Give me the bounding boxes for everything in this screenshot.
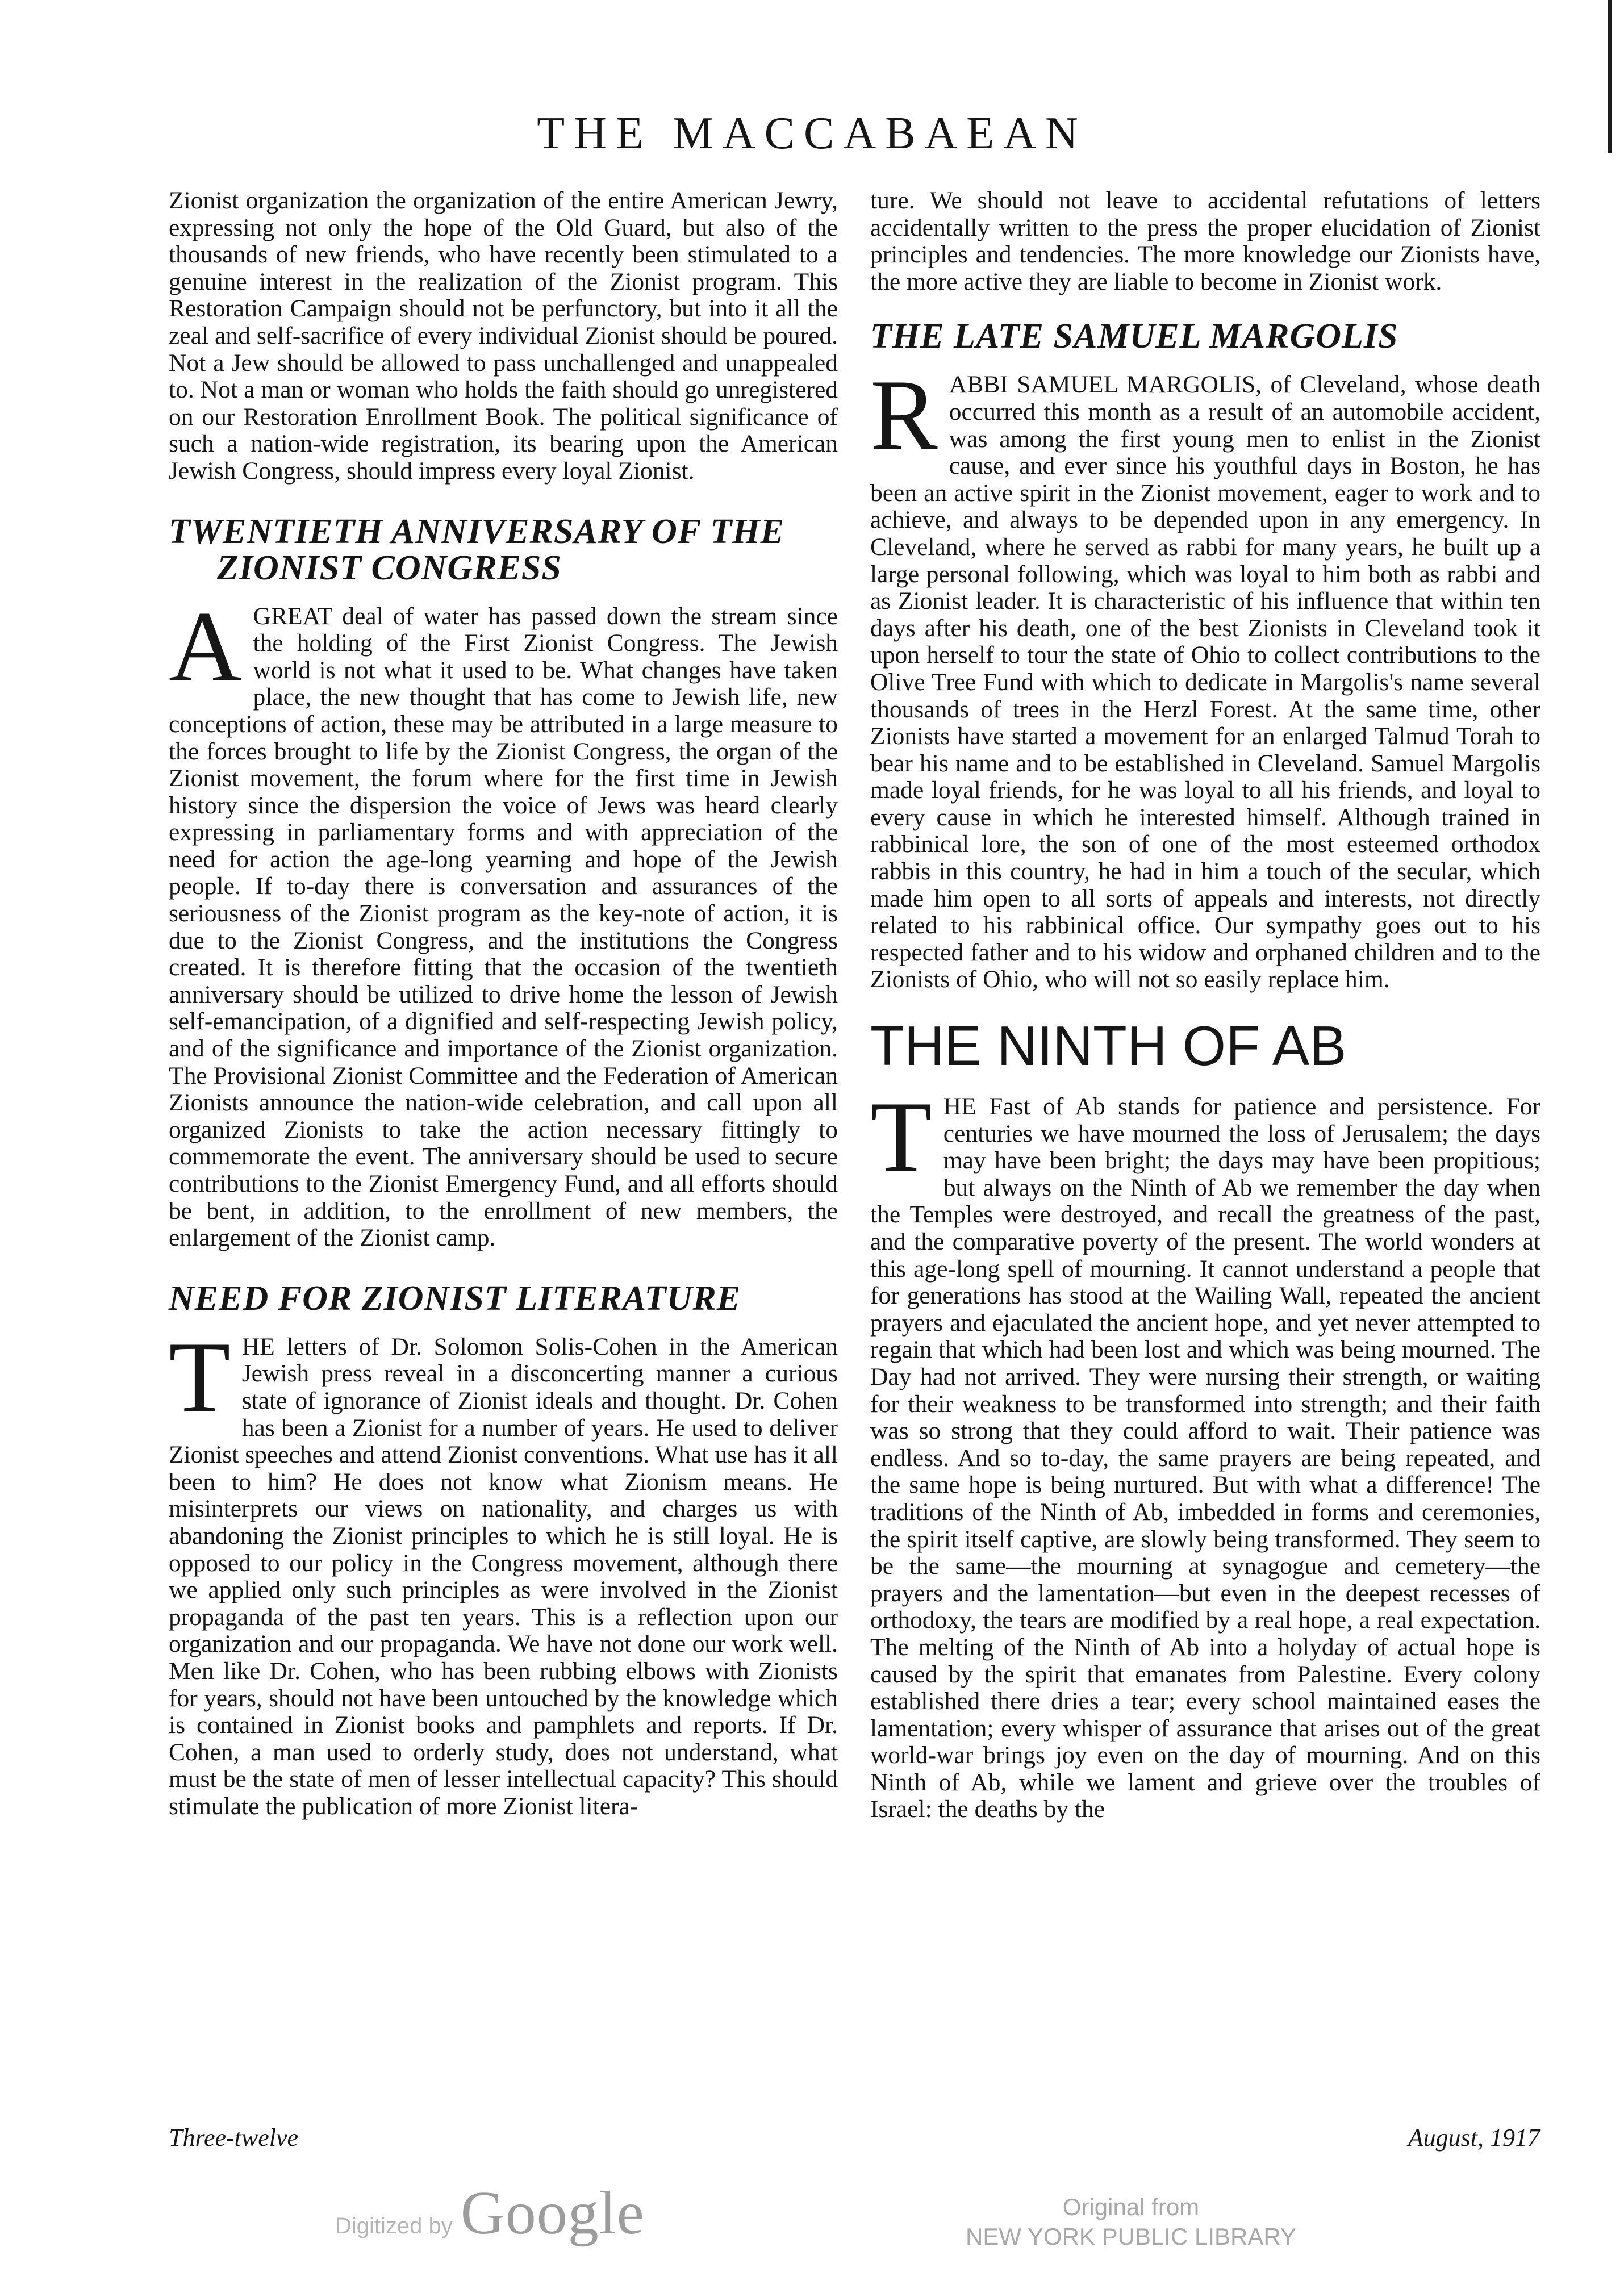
literature-dropcap: T <box>169 1320 231 1433</box>
library-name: NEW YORK PUBLIC LIBRARY <box>966 2223 1296 2250</box>
literature-continuation: ture. We should not leave to accidental refutations of letters accidentally written to the press the proper elucidation of Zionist principles and tendencies. The more knowledge our Zionists have, the more active they are liable to become in Zionist work. <box>870 187 1540 295</box>
margolis-dropcap: R <box>870 358 938 471</box>
ninth-of-ab-body: HE Fast of Ab stands for patience and persistence. For centuries we have mourned the loss of Jerusalem; the days may have been bright; the days may have been propitious; but always on the Ninth of Ab we remember the day when the Temples were destroyed, and recall the greatness of the past, and the comparative poverty of the present. The world wonders at this age-long spell of mourning. It cannot understand a people that for generations has stood at the Wailing Wall, repeated the ancient prayers and ejaculated the ancient hope, and yet never attempted to regain that which had been lost and which was being mourned. The Day had not arrived. They were nursing their strength, or waiting for their weakness to be transformed into strength; and their faith was so strong that they could afford to wait. Their patience was endless. And so to-day, the same prayers are being repeated, and the same hope is being nurtured. But with what a difference! The traditions of the Ninth of Ab, imbedded in forms and ceremonies, the spirit itself captive, are slowly being transformed. They seem to be the same—the mourning at synagogue and cemetery—the prayers and the lamentation—but even in the deepest recesses of orthodoxy, the tears are modified by a real hope, a real expectation. The melting of the Ninth of Ab into a holyday of actual hope is caused by the spirit that emanates from Palestine. Every colony established there dries a tear; every school maintained eases the lamentation; every whisper of assurance that arises out of the great world-war brings joy even on the day of mourning. And on this Ninth of Ab, while we lament and grieve over the troubles of Israel: the deaths by the <box>870 1093 1540 1823</box>
anniversary-dropcap: A <box>169 590 242 703</box>
left-column <box>169 187 838 1820</box>
anniversary-heading-line1: TWENTIETH ANNIVERSARY OF THE <box>169 512 784 551</box>
library-watermark <box>966 2192 1296 2252</box>
anniversary-article <box>169 590 838 1252</box>
margolis-article <box>870 358 1540 993</box>
original-from-label: Original from <box>1062 2194 1200 2220</box>
anniversary-body: GREAT deal of water has passed down the stream since the holding of the First Zionist Congress. The Jewish world is not what it used to be. What changes have taken place, the new thought that has come to Jewish life, new conceptions of action, these may be attributed in a large measure to the forces brought to life by the Zionist Congress, the organ of the Zionist movement, the forum where for the first time in Jewish history since the dispersion the voice of Jews was heard clearly expressing in parliamentary forms and with appreciation of the need for action the age-long yearning and hope of the Jewish people. If to-day there is conversation and assurances of the seriousness of the Zionist program as the key-note of action, it is due to the Zionist Congress, and the institutions the Congress created. It is therefore fitting that the occasion of the twentieth anniversary should be utilized to drive home the lesson of Jewish self-emancipation, of a dignified and self-respecting Jewish policy, and of the significance and importance of the Zionist organization. The Provisional Zionist Committee and the Federation of American Zionists announce the nation-wide celebration, and call upon all organized Zionists to take the action necessary fittingly to commemorate the event. The anniversary should be used to secure contributions to the Zionist Emergency Fund, and all efforts should be bent, in addition, to the enrollment of new members, the enlargement of the Zionist camp. <box>169 602 838 1252</box>
masthead: THE MACCABAEAN <box>537 108 1087 158</box>
literature-heading: NEED FOR ZIONIST LITERATURE <box>169 1279 741 1318</box>
digitized-by-watermark <box>335 2178 645 2249</box>
literature-body: HE letters of Dr. Solomon Solis-Cohen in the American Jewish press reveal in a disconcerting manner a curious state of ignorance of Zionist ideals and thought. Dr. Cohen has been a Zionist for a number of years. He used to deliver Zionist speeches and attend Zionist conventions. What use has it all been to him? He does not know what Zionism means. He misinterprets our views on nationality, and charges us with abandoning the Zionist principles to which he is still loyal. He is opposed to our policy in the Congress movement, although there we applied only such principles as were involved in the Zionist propaganda of the past ten years. This is a reflection upon our organization and our propaganda. We have not done our work well. Men like Dr. Cohen, who has been rubbing elbows with Zionists for years, should not have been untouched by the knowledge which is contained in Zionist books and pamphlets and reports. If Dr. Cohen, a man used to orderly study, does not understand, what must be the state of men of lesser intellectual capacity? This should stimulate the publication of more Zionist litera- <box>169 1333 838 1820</box>
digitized-by-label: Digitized by <box>335 2213 453 2238</box>
issue-date: August, 1917 <box>1408 2124 1540 2152</box>
margolis-body: ABBI SAMUEL MARGOLIS, of Cleveland, whose death occurred this month as a result of an automobile accident, was among the first young men to enlist in the Zionist cause, and ever since his youthful days in Boston, he has been an active spirit in the Zionist movement, eager to work and to achieve, and always to be depended upon in any emergency. In Cleveland, where he served as rabbi for many years, he built up a large personal following, which was loyal to him both as rabbi and as Zionist leader. It is characteristic of his influence that within ten days after his death, one of the best Zionists in Cleveland took it upon herself to tour the state of Ohio to collect contributions to the Olive Tree Fund with which to dedicate in Margolis's name several thousands of trees in the Herzl Forest. At the same time, other Zionists have started a movement for an enlarged Talmud Torah to bear his name and to be established in Cleveland. Samuel Margolis made loyal friends, for he was loyal to all his friends, and loyal to every cause in which he interested himself. Although trained in rabbinical lore, the son of one of the most esteemed orthodox rabbis in this country, he had in him a touch of the secular, which made him open to all sorts of appeals and interests, not directly related to his rabbinical office. Our sympathy goes out to his respected father and to his widow and orphaned children and to the Zionists of Ohio, who will not so easily replace him. <box>870 371 1540 993</box>
page-number-label: Three-twelve <box>169 2124 299 2152</box>
ninth-of-ab-heading: THE NINTH OF AB <box>870 1014 1347 1077</box>
ninth-of-ab-dropcap: T <box>870 1080 932 1193</box>
google-logo: Google <box>460 2179 645 2247</box>
literature-article <box>169 1320 838 1820</box>
ninth-of-ab-article <box>870 1080 1540 1823</box>
anniversary-heading <box>169 513 838 586</box>
intro-paragraph: Zionist organization the organization of the entire American Jewry, expressing not only the hope of the Old Guard, but also of the thousands of new friends, who have recently been stimulated to a genuine interest in the realization of the Zionist program. This Restoration Campaign should not be perfunctory, but into it all the zeal and self-sacrifice of every individual Zionist should be poured. Not a Jew should be allowed to pass unchallenged and unappealed to. Not a man or woman who holds the faith should go unregistered on our Restoration Enrollment Book. The political significance of such a nation-wide registration, its bearing upon the American Jewish Congress, should impress every loyal Zionist. <box>169 187 838 485</box>
margolis-heading: THE LATE SAMUEL MARGOLIS <box>870 317 1398 356</box>
anniversary-heading-line2: ZIONIST CONGRESS <box>217 548 562 587</box>
right-column <box>870 187 1540 1823</box>
